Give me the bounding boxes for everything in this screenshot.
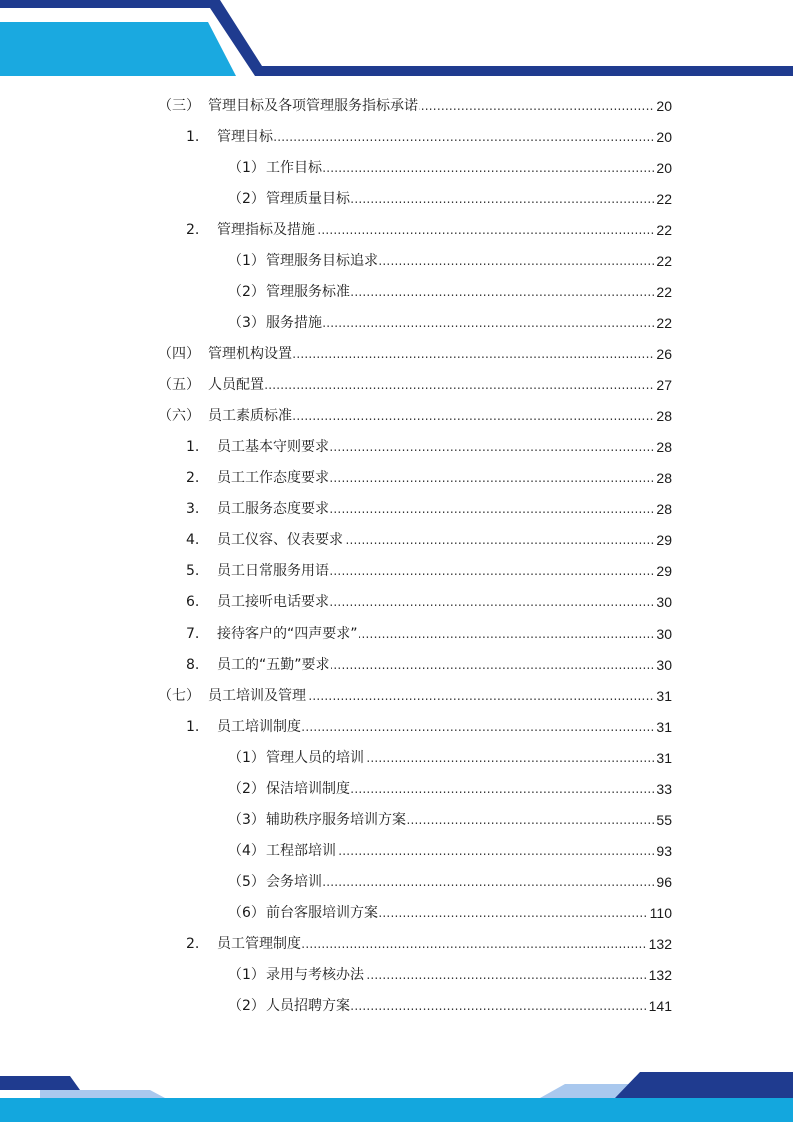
toc-entry-page-number: 30 — [656, 625, 672, 642]
toc-entry-title: 管理服务目标追求 — [266, 253, 378, 270]
toc-entry[interactable] — [0, 592, 793, 612]
toc-entry-number: （五） — [158, 377, 200, 394]
toc-entry-title: 工作目标 — [266, 160, 322, 177]
toc-entry-title: 人员配置 — [208, 377, 264, 394]
toc-entry[interactable] — [0, 530, 793, 550]
toc-entry[interactable] — [0, 468, 793, 488]
toc-entry-page-number: 28 — [656, 470, 672, 487]
toc-entry-title: 管理目标及各项管理服务指标承诺 — [208, 98, 418, 114]
toc-entry[interactable] — [0, 965, 793, 985]
toc-entry-number: 5. — [186, 563, 200, 580]
toc-entry-number: 1. — [186, 439, 200, 456]
toc-entry-number: （4） — [228, 842, 265, 859]
toc-entry[interactable] — [0, 127, 793, 147]
toc-entry-title: 辅助秩序服务培训方案 — [266, 811, 406, 828]
toc-entry[interactable] — [0, 406, 793, 426]
toc-entry-title: 服务措施 — [266, 315, 322, 332]
toc-entry[interactable] — [0, 686, 793, 706]
toc-entry[interactable] — [0, 499, 793, 519]
toc-entry[interactable] — [0, 375, 793, 395]
toc-dot-leader — [266, 872, 672, 892]
toc-entry-page-number: 22 — [656, 315, 672, 332]
toc-entry[interactable] — [0, 841, 793, 861]
toc-entry[interactable] — [0, 810, 793, 830]
toc-entry[interactable] — [0, 282, 793, 302]
toc-dot-leader — [266, 313, 672, 333]
toc-entry-number: （6） — [228, 904, 265, 921]
toc-entry-title: 员工基本守则要求 — [217, 439, 329, 456]
toc-entry-number: （2） — [228, 780, 265, 797]
toc-dot-leader — [208, 375, 672, 395]
toc-entry[interactable] — [0, 158, 793, 178]
toc-entry-page-number: 26 — [656, 346, 672, 363]
toc-entry-number: 1. — [186, 129, 200, 146]
toc-entry-number: （2） — [228, 191, 265, 208]
toc-entry-number: 7. — [186, 625, 200, 642]
toc-entry-page-number: 28 — [656, 408, 672, 425]
toc-entry[interactable] — [0, 717, 793, 737]
toc-entry-page-number: 28 — [656, 501, 672, 518]
toc-entry-number: （5） — [228, 873, 265, 890]
toc-entry-page-number: 22 — [656, 191, 672, 208]
toc-entry-title: 员工仪容、仪表要求 — [217, 532, 343, 549]
toc-entry-number: （1） — [228, 749, 265, 766]
toc-entry-page-number: 132 — [648, 966, 672, 983]
toc-entry-number: 2. — [186, 222, 200, 239]
toc-entry-number: （四） — [158, 346, 200, 363]
toc-entry-number: （七） — [158, 687, 200, 704]
toc-entry-page-number: 29 — [656, 563, 672, 580]
toc-entry[interactable] — [0, 96, 793, 116]
toc-entry-number: （1） — [228, 253, 265, 270]
toc-entry-page-number: 33 — [656, 780, 672, 797]
toc-entry-number: （六） — [158, 408, 200, 425]
toc-entry-title: 员工接听电话要求 — [217, 594, 329, 611]
toc-entry-number: （2） — [228, 284, 265, 301]
toc-entry-title: 员工管理制度 — [217, 935, 301, 952]
toc-entry-page-number: 30 — [656, 656, 672, 673]
toc-entry[interactable] — [0, 624, 793, 644]
toc-entry-title: 员工的“五勤”要求 — [217, 656, 330, 673]
toc-entry[interactable] — [0, 872, 793, 892]
toc-entry-page-number: 93 — [656, 842, 672, 859]
toc-entry-title: 员工培训制度 — [217, 718, 301, 735]
toc-entry-page-number: 110 — [649, 904, 672, 921]
toc-entry[interactable] — [0, 779, 793, 799]
toc-entry[interactable] — [0, 189, 793, 209]
toc-entry-page-number: 141 — [648, 997, 672, 1014]
toc-entry-page-number: 31 — [656, 687, 672, 704]
toc-entry-number: 2. — [186, 935, 200, 952]
toc-entry-number: （3） — [228, 315, 265, 332]
toc-entry-number: 2. — [186, 470, 200, 487]
toc-entry-number: （3） — [228, 811, 265, 828]
toc-entry-page-number: 55 — [656, 811, 672, 828]
toc-entry-number: 6. — [186, 594, 200, 611]
toc-entry-number: （1） — [228, 966, 265, 983]
toc-entry-page-number: 28 — [656, 439, 672, 456]
toc-entry-number: （三） — [158, 98, 200, 114]
toc-entry-page-number: 22 — [656, 284, 672, 301]
toc-entry-title: 人员招聘方案 — [266, 997, 350, 1014]
toc-entry-page-number: 96 — [656, 873, 672, 890]
toc-entry-title: 员工培训及管理 — [208, 687, 306, 704]
toc-entry[interactable] — [0, 344, 793, 364]
toc-entry-title: 员工素质标准 — [208, 408, 292, 425]
toc-entry-title: 管理人员的培训 — [266, 749, 364, 766]
toc-entry[interactable] — [0, 903, 793, 923]
toc-entry-title: 管理指标及措施 — [217, 222, 315, 239]
toc-entry-number: 1. — [186, 718, 200, 735]
toc-entry[interactable] — [0, 437, 793, 457]
toc-entry-number: （2） — [228, 997, 265, 1014]
toc-entry-title: 会务培训 — [266, 873, 322, 890]
toc-entry-page-number: 31 — [656, 749, 672, 766]
toc-entry-page-number: 22 — [656, 222, 672, 239]
toc-entry-title: 录用与考核办法 — [266, 966, 364, 983]
toc-entry[interactable] — [0, 655, 793, 675]
toc-dot-leader — [266, 158, 672, 178]
toc-entry-page-number: 31 — [656, 718, 672, 735]
toc-entry-number: 3. — [186, 501, 200, 518]
toc-entry-title: 工程部培训 — [266, 842, 336, 859]
toc-dot-leader — [217, 127, 672, 147]
toc-entry-title: 管理质量目标 — [266, 191, 350, 208]
toc-entry-title: 员工日常服务用语 — [217, 563, 329, 580]
toc-entry[interactable] — [0, 996, 793, 1016]
toc-entry-page-number: 20 — [656, 160, 672, 177]
toc-entry-page-number: 20 — [656, 98, 672, 114]
toc-entry[interactable] — [0, 561, 793, 581]
toc-entry[interactable] — [0, 251, 793, 271]
toc-entry-page-number: 20 — [656, 129, 672, 146]
toc-entry[interactable] — [0, 220, 793, 240]
toc-entry-title: 接待客户的“四声要求” — [217, 625, 358, 642]
toc-entry-title: 保洁培训制度 — [266, 780, 350, 797]
toc-entry-page-number: 30 — [656, 594, 672, 611]
toc-entry[interactable] — [0, 748, 793, 768]
toc-entry[interactable] — [0, 313, 793, 333]
toc-entry-title: 管理机构设置 — [208, 346, 292, 363]
toc-entry-title: 员工服务态度要求 — [217, 501, 329, 518]
toc-entry[interactable] — [0, 934, 793, 954]
toc-entry-number: （1） — [228, 160, 265, 177]
toc-entry-page-number: 132 — [648, 935, 672, 952]
toc-entry-page-number: 22 — [656, 253, 672, 270]
toc-entry-number: 4. — [186, 532, 200, 549]
toc-entry-number: 8. — [186, 656, 200, 673]
toc-entry-page-number: 27 — [656, 377, 672, 394]
toc-entry-page-number: 29 — [656, 532, 672, 549]
toc-entry-title: 管理目标 — [217, 129, 273, 146]
toc-entry-title: 管理服务标准 — [266, 284, 350, 301]
toc-entry-title: 前台客服培训方案 — [266, 904, 378, 921]
toc-entry-title: 员工工作态度要求 — [217, 470, 329, 487]
